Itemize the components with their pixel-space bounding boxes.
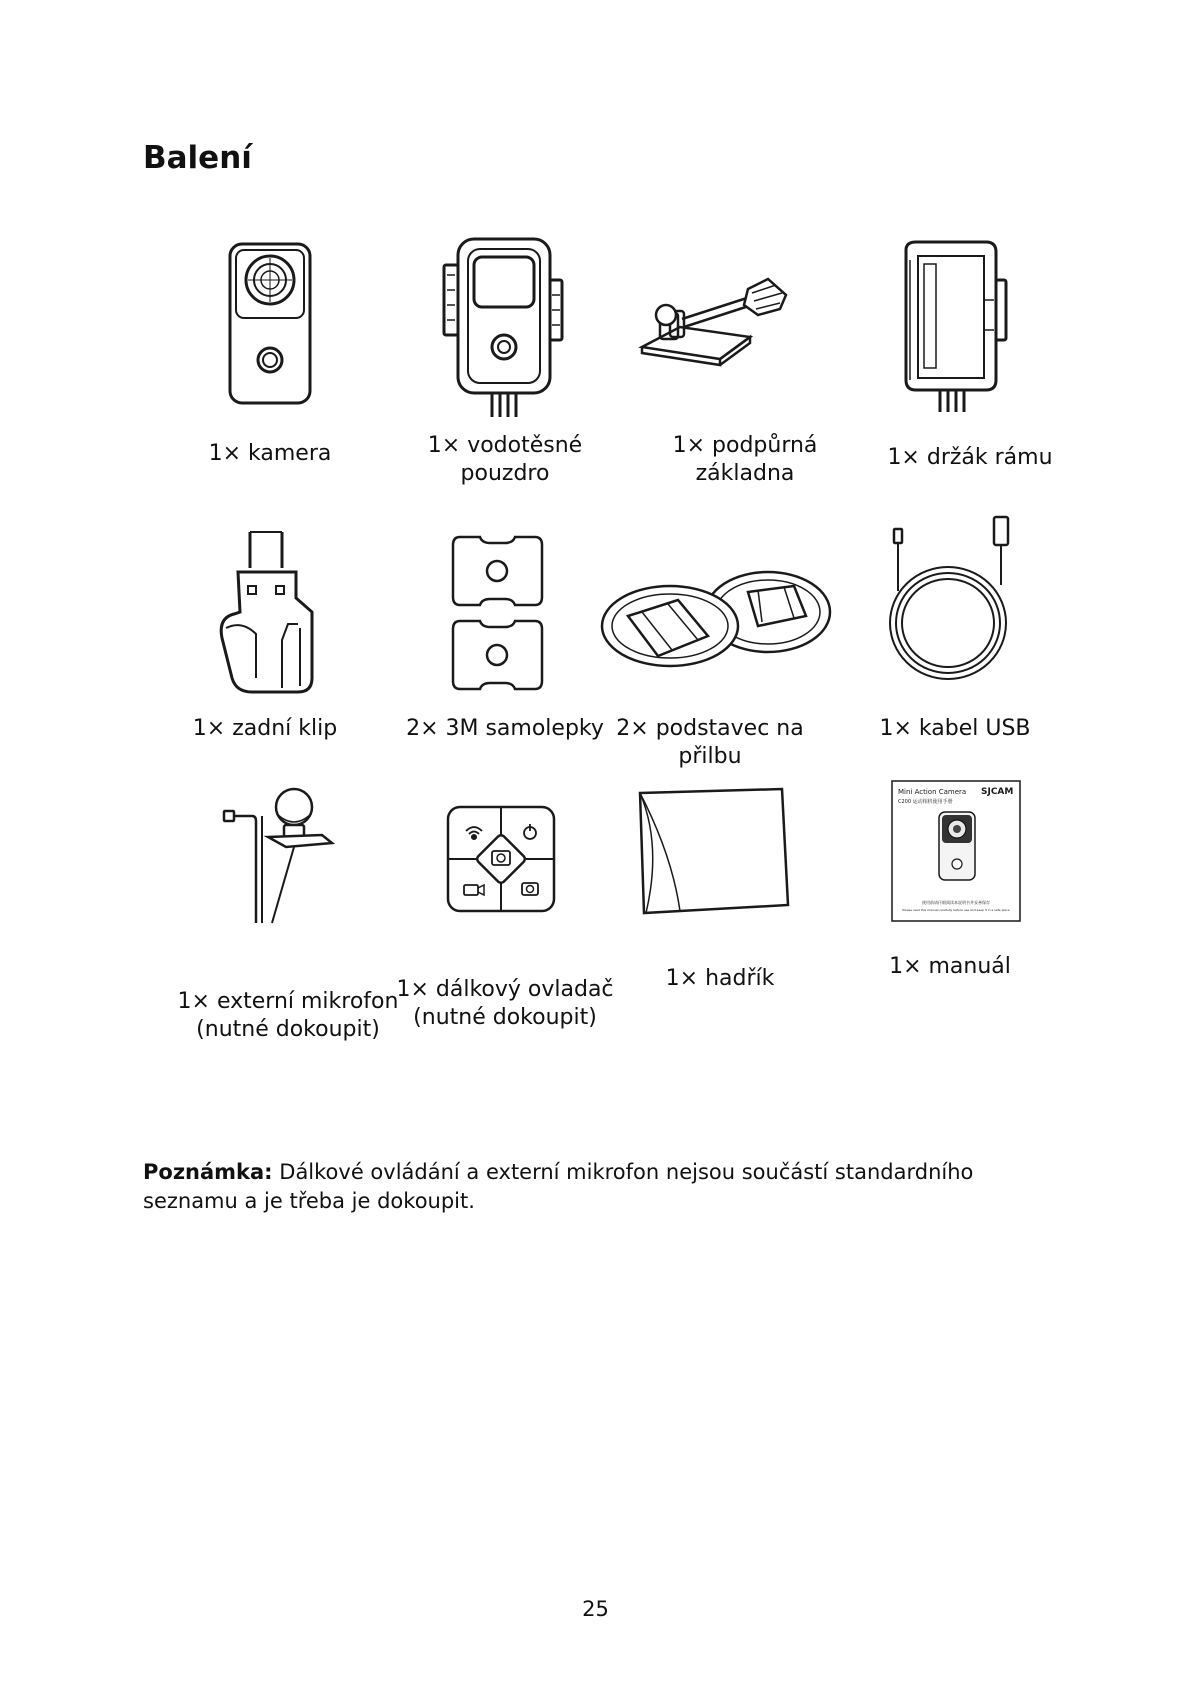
note-paragraph — [143, 1158, 1063, 1216]
caption-line: 1× externí mikrofon — [177, 989, 399, 1014]
caption-line: 1× manuál — [889, 954, 1011, 979]
manual-cover-footer-en: Please read this manual carefully before use and keep it in a safe place — [902, 908, 1010, 912]
manual-cover-brand: SJCAM — [981, 787, 1014, 797]
item-caption-usb-cable — [845, 715, 1065, 743]
item-caption-manual — [845, 953, 1055, 981]
caption-line: 1× podpůrná — [672, 433, 818, 458]
cloth-icon — [632, 785, 792, 917]
note-text: Dálkové ovládání a externí mikrofon nejsou součástí standardního seznamu a je třeba je dokoupit. — [143, 1160, 974, 1213]
caption-line: (nutné dokoupit) — [413, 1005, 597, 1030]
item-caption-camera — [170, 440, 370, 468]
camera-icon — [228, 242, 312, 405]
caption-line: 1× hadřík — [665, 966, 775, 991]
caption-line: základna — [695, 461, 795, 486]
manual-cover-footer-cn: 使用前请仔细阅读本说明书并妥善保存 — [922, 900, 990, 905]
waterproof-case-icon — [442, 235, 566, 420]
manual-icon[interactable] — [891, 780, 1021, 922]
external-microphone-icon — [222, 785, 337, 925]
caption-line: pouzdro — [460, 461, 550, 486]
item-caption-cloth — [610, 965, 830, 993]
item-caption-back-clip — [150, 715, 380, 743]
item-caption-remote-control — [375, 976, 635, 1032]
item-caption-frame-holder — [860, 444, 1080, 472]
helmet-mount-icon — [598, 560, 833, 670]
page-title: Balení — [143, 140, 252, 176]
caption-line: (nutné dokoupit) — [196, 1017, 380, 1042]
caption-line: 2× podstavec na — [616, 716, 804, 741]
caption-line: 1× držák rámu — [887, 445, 1053, 470]
caption-line: 1× zadní klip — [192, 716, 338, 741]
caption-line: přilbu — [678, 744, 742, 769]
caption-line: 1× dálkový ovladač — [396, 977, 614, 1002]
support-base-icon — [640, 275, 790, 365]
caption-line: 1× vodotěsné — [427, 433, 583, 458]
usb-cable-icon — [882, 515, 1017, 685]
item-caption-support-base — [625, 432, 865, 488]
manual-cover-subtitle: C200 运动相机使用手册 — [898, 799, 953, 805]
caption-line: 2× 3M samolepky — [406, 716, 604, 741]
back-clip-icon — [212, 528, 318, 696]
item-caption-waterproof-case — [385, 432, 625, 488]
caption-line: 1× kabel USB — [879, 716, 1031, 741]
remote-control-icon — [446, 805, 556, 913]
adhesive-stickers-icon — [450, 533, 545, 693]
manual-cover-title: Mini Action Camera — [898, 788, 967, 796]
note-label: Poznámka: — [143, 1160, 273, 1184]
frame-holder-icon — [896, 240, 1008, 415]
caption-line: 1× kamera — [208, 441, 332, 466]
item-caption-helmet-mount — [590, 715, 830, 771]
page-number: 25 — [582, 1597, 609, 1621]
